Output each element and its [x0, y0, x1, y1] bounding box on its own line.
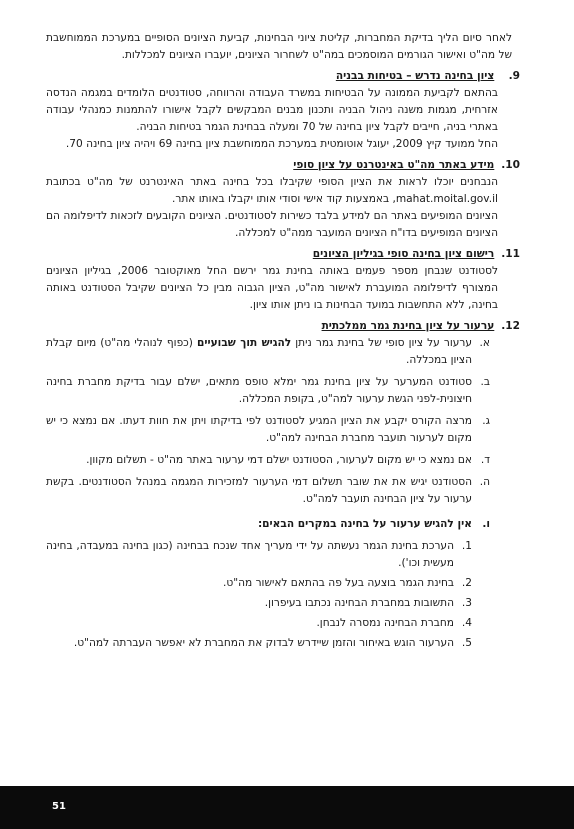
section-10-paragraph-2: הציונים המופיעים באתר הם למידע בלבד כשירות לסטודנטים. הציונים הקובעים לזכאות לדיפלומה הם הציונים המופיעים בדו"ח הציונים המועבר ממה"ט למכללה.: [46, 210, 498, 239]
appeal-item: [46, 452, 490, 469]
appeal-item: [46, 413, 490, 447]
appeal-item-marker: א.: [479, 337, 490, 349]
section-11-heading: [46, 246, 520, 263]
appeal-item: [46, 474, 490, 508]
no-appeal-case-text: הערעור הוגש באיחור והזמן שיידרש לבדוק את המחברת לא יאפשר העברתה למה"ט.: [73, 637, 454, 649]
appeal-item-text: [46, 413, 472, 447]
no-appeal-case: [46, 635, 472, 652]
appeal-item: [46, 335, 490, 369]
no-appeal-case: [46, 595, 472, 612]
section-11-paragraph-1: לסטודנט שנבחן מספר פעמים באותה בחינת גמר ירשם החל מאוקטובר 2006, בגיליון הציונים המצורף לדיפלומה המועברת לאישור מה"ט, הציון הגבוה מבין כל הציונים שקיבל הסטודנט באותה בחינה, ללא התחשבות במועד הבחינות בו ניתן אותו ציון.: [46, 265, 498, 311]
no-appeal-case: [46, 575, 472, 592]
appeal-item-marker: ג.: [482, 415, 490, 427]
no-appeal-case: [46, 615, 472, 632]
appeal-item-text-pre: מרצה הקורס יקבע את הציון המגיע לסטודנט לפי בדיקתו ויתן את חוות דעתו. אם נמצא כי יש מקום לערעור תועבר מחברת הבחינה למה"ט.: [46, 415, 472, 444]
section-10-number: 10.: [501, 159, 520, 171]
no-appeal-case-marker: 4.: [461, 617, 472, 629]
appeal-item-text-bold: להגיש תוך שבועיים: [197, 337, 292, 349]
section-9-paragraph-1: בהתאם לקביעת הממונה על הבטיחות במשרד העבודה והרווחה, סטודנטים הלומדים במגמה הנדסה אזרחית, מגמות משנה ניהול הבניה ותכנון מבנים המבקשים לקבל אישורו להתמנות כמנהלי עבודה באתרי בניה, חייבים לקבל ציון בחינה של 70 ומעלה בבחינת הגמר בטיחות הבניה.: [46, 87, 498, 133]
no-appeal-heading: [46, 516, 490, 533]
section-9-paragraph-2: החל ממועד קיץ 2009, יעוגל אוטומטית במערכת הממוחשבת ציון בחינה 69 ויהיה ציון בחינה 70.: [65, 138, 498, 150]
appeal-item-text: [46, 335, 472, 369]
appeal-item: [46, 374, 490, 408]
no-appeal-case: [46, 538, 472, 572]
section-9-heading: [46, 68, 520, 85]
no-appeal-case-text: מחברת הבחינה נמסרה לנבחן.: [316, 617, 454, 629]
appeal-item-text: [46, 374, 472, 408]
no-appeal-case-marker: 3.: [461, 597, 472, 609]
appeal-item-marker: ב.: [480, 376, 490, 388]
section-10-title: מידע באתר מה"ט באינטרנט על ציון סופי: [293, 159, 495, 171]
no-appeal-case-text: התשובות במחברת הבחינה נכתבו בעיפרון.: [264, 597, 454, 609]
section-10-heading: [46, 157, 520, 174]
no-appeal-case-marker: 2.: [461, 577, 472, 589]
section-11-title: רישום ציון בחינה סופי בגיליון הציונים: [312, 248, 495, 260]
appeal-item-marker: ד.: [480, 454, 490, 466]
no-appeal-case-marker: 1.: [461, 540, 472, 552]
no-appeal-title: אין להגיש ערעור על בחינה במקרים הבאים:: [257, 518, 472, 530]
no-appeal-cases-list: [46, 538, 520, 652]
appeal-item-text: [46, 474, 472, 508]
section-9-title: ציון בחינה נדרש – בטיחות בבניה: [335, 70, 495, 82]
section-12-number: 12.: [501, 320, 520, 332]
section-9-number: 9.: [508, 70, 520, 82]
no-appeal-case-marker: 5.: [461, 637, 472, 649]
page-content: [46, 30, 520, 655]
no-appeal-case-text: בחינת הגמר בוצעה בעל פה בהתאם לאישור מה"ט.: [222, 577, 454, 589]
appeal-item-text-pre: סטודנט המערער על ציון בחינת גמר ימלא טופס מתאים, ישלם עבור בדיקת מחברת בחינה חיצונית-לפני הגשת ערעור למה"ט, בקופת המכללה.: [46, 376, 472, 405]
appeal-item-text-pre: ערעור על ציון סופי של בחינת גמר ניתן: [291, 337, 472, 349]
section-10-paragraph-1: הנבחנים יוכלו לראות את הציון הסופי שקיבלו בכל בחינה באתר האינטרנט של מה"ט בכתובת mahat.moital.gov.il, באמצעות קוד אישי וסודי אותו יקבלו באותו אתר.: [46, 176, 498, 205]
no-appeal-marker: ו.: [482, 518, 490, 530]
appeal-item-text-pre: הסטודנט יגיש את את שובר תשלום דמי הערעור למזכירות המגמה במנהל הסטודנטים. בקשת ערעור על ציון הבחינה תועבר למה"ט.: [46, 476, 472, 505]
appeal-items-list: [46, 335, 520, 508]
appeal-item-text-post: (כפוף לנוהלי מה"ט) מיום קבלת הציון במכללה.: [46, 337, 472, 366]
page-footer: [0, 786, 574, 829]
section-12-heading: [46, 318, 520, 335]
no-appeal-case-text: הערכת בחינת הגמר נעשתה על ידי מעריך אחד שנכח בבחינה (כגון בחינה במעבדה, בחינה מעשית וכו').: [46, 540, 454, 569]
section-12-title: ערעור על ציון בחינת גמר ממלכתית: [321, 320, 495, 332]
page-number: 51: [52, 801, 66, 812]
section-11-number: 11.: [501, 248, 520, 260]
appeal-item-text-pre: אם נמצא כי יש מקום לערעור, הסטודנט ישלם דמי ערעור באתר מה"ט - תשלום מקוון.: [86, 454, 472, 466]
appeal-item-text: [46, 452, 472, 469]
appeal-item-marker: ה.: [479, 476, 490, 488]
intro-paragraph: לאחר סיום הליך בדיקת המחברות, קליטת ציוני הבחינות, קביעת הציונים הסופיים במערכת הממוחשבת של מה"ט ואישור הגורמים המוסמכים במה"ט לשחרור הציונים, יועברו הציונים למכללות.: [46, 32, 512, 61]
